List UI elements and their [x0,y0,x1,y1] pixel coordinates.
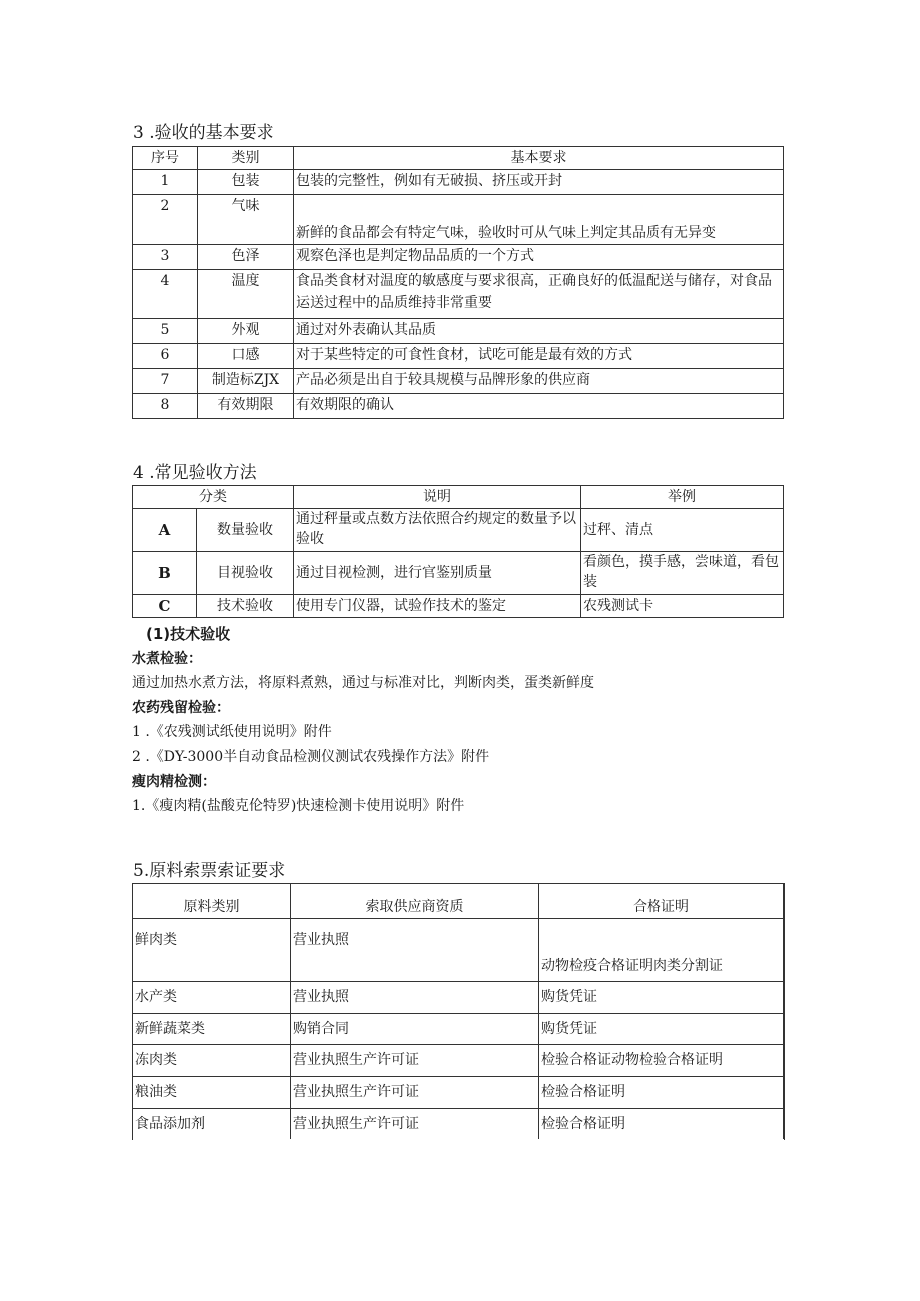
row-category: 外观 [198,319,294,344]
supplier-qualification: 营业执照生产许可证 [291,1076,539,1108]
table-row [133,344,784,369]
table-row [133,394,784,419]
section5-heading: 5.原料索票索证要求 [133,861,286,881]
supplier-qualification: 购销合同 [291,1013,539,1044]
row-requirement: 通过对外表确认其品质 [294,319,784,344]
clenbuterol-label: 瘦肉精检测： [132,774,216,790]
method-code: C [133,595,197,618]
method-description: 通过目视检测，进行官鉴别质量 [294,552,581,595]
certificate: 购货凭证 [539,981,784,1013]
method-code: B [133,552,197,595]
header-cell: 合格证明 [539,883,784,918]
section3-heading: 3 .验收的基本要求 [133,123,274,143]
row-number: 5 [133,319,198,344]
table-row [133,509,784,552]
certificate: 购货凭证 [539,1013,784,1044]
table-row [133,195,784,245]
material-type: 鲜肉类 [133,918,291,981]
certificate: 检验合格证明 [539,1076,784,1108]
row-number: 1 [133,170,198,195]
invoice-requirements-table [132,883,784,1139]
water-boil-label: 水煮检验： [132,651,202,667]
method-example: 过秤、清点 [581,509,784,552]
table-header-row [133,147,784,170]
method-name: 技术验收 [197,595,294,618]
table-row [133,270,784,319]
row-requirement: 观察色泽也是判定物品品质的一个方式 [294,245,784,270]
supplier-qualification: 营业执照 [291,981,539,1013]
header-cell: 说明 [294,486,581,509]
table-row [133,595,784,618]
certificate: 检验合格证动物检验合格证明 [539,1044,784,1076]
header-cell: 类别 [198,147,294,170]
table-row [133,245,784,270]
header-cell: 序号 [133,147,198,170]
row-requirement: 对于某些特定的可食性食材，试吃可能是最有效的方式 [294,344,784,369]
row-requirement: 新鲜的食品都会有特定气味，验收时可从气味上判定其品质有无异变 [294,195,784,245]
acceptance-methods-table [132,485,784,618]
material-type: 新鲜蔬菜类 [133,1013,291,1044]
row-number: 3 [133,245,198,270]
row-category: 温度 [198,270,294,319]
row-requirement: 包装的完整性，例如有无破损、挤压或开封 [294,170,784,195]
section4-heading: 4 .常见验收方法 [133,463,257,483]
method-name: 目视验收 [197,552,294,595]
table-row [133,1076,784,1108]
header-cell: 分类 [133,486,294,509]
water-boil-text: 通过加热水煮方法，将原料煮熟，通过与标准对比，判断肉类，蛋类新鲜度 [132,675,594,691]
row-number: 6 [133,344,198,369]
method-description: 通过秤量或点数方法依照合约规定的数量予以验收 [294,509,581,552]
table-row [133,1044,784,1076]
row-number: 8 [133,394,198,419]
table-row [133,552,784,595]
certificate: 动物检疫合格证明肉类分割证 [539,918,784,981]
table-row [133,170,784,195]
material-type: 水产类 [133,981,291,1013]
table-header-row [133,486,784,509]
table-header-row [133,883,784,918]
method-name: 数量验收 [197,509,294,552]
row-category: 色泽 [198,245,294,270]
certificate: 检验合格证明 [539,1108,784,1139]
header-cell: 基本要求 [294,147,784,170]
supplier-qualification: 营业执照 [291,918,539,981]
row-category: 制造标ZJX [198,369,294,394]
row-number: 4 [133,270,198,319]
row-category: 气味 [198,195,294,245]
table-row [133,918,784,981]
technical-acceptance-subheading: (1)技术验收 [146,625,231,643]
header-cell: 原料类别 [133,883,291,918]
table-row [133,319,784,344]
method-description: 使用专门仪器，试验作技术的鉴定 [294,595,581,618]
row-number: 7 [133,369,198,394]
clenbuterol-item-1: 1.《瘦肉精(盐酸克伦特罗)快速检测卡使用说明》附件 [132,798,465,814]
row-category: 口感 [198,344,294,369]
row-number: 2 [133,195,198,245]
header-cell: 举例 [581,486,784,509]
acceptance-requirements-table [132,146,784,419]
table-row [133,981,784,1013]
method-example: 农残测试卡 [581,595,784,618]
row-requirement: 食品类食材对温度的敏感度与要求很高，正确良好的低温配送与储存，对食品运送过程中的品质维持非常重要 [294,270,784,319]
row-category: 有效期限 [198,394,294,419]
pesticide-item-1: 1 .《农残测试纸使用说明》附件 [132,724,332,740]
header-cell: 索取供应商资质 [291,883,539,918]
material-type: 冻肉类 [133,1044,291,1076]
row-category: 包装 [198,170,294,195]
row-requirement: 产品必须是出自于较具规模与品牌形象的供应商 [294,369,784,394]
table-row [133,1108,784,1139]
material-type: 食品添加剂 [133,1108,291,1139]
pesticide-label: 农药残留检验： [132,700,230,716]
supplier-qualification: 营业执照生产许可证 [291,1044,539,1076]
method-code: A [133,509,197,552]
supplier-qualification: 营业执照生产许可证 [291,1108,539,1139]
method-example: 看颜色，摸手感，尝味道，看包装 [581,552,784,595]
row-requirement: 有效期限的确认 [294,394,784,419]
material-type: 粮油类 [133,1076,291,1108]
table-row [133,369,784,394]
pesticide-item-2: 2 .《DY-3000半自动食品检测仪测试农残操作方法》附件 [132,749,490,765]
table-row [133,1013,784,1044]
